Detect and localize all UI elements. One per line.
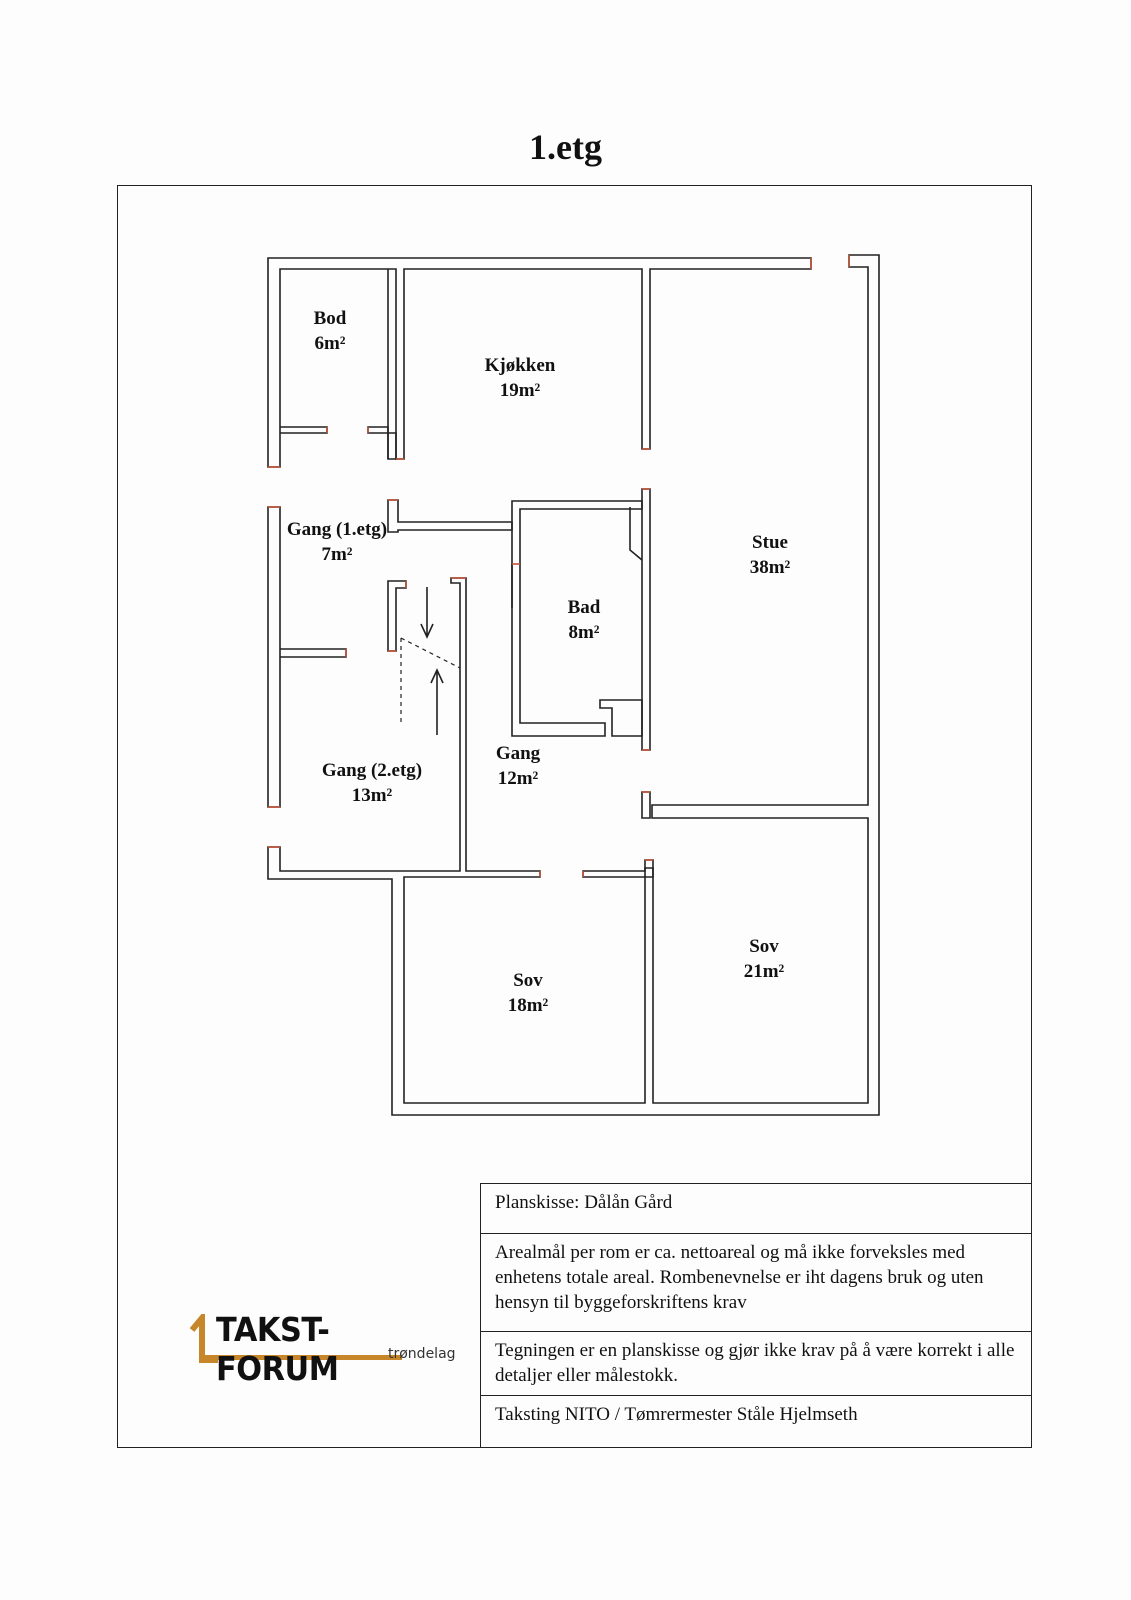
room-label-gang-1etg [274, 517, 400, 567]
wall-sov-divider [583, 860, 653, 877]
takst-forum-logo [188, 1310, 458, 1388]
drawing-note: Tegningen er en planskisse og gjør ikke krav på å være korrekt i alle detaljer eller målestokk. [481, 1332, 1032, 1396]
logo-sub: trøndelag [388, 1346, 456, 1362]
room-label-kjokken [460, 353, 580, 403]
wall-bad-shaft [630, 507, 642, 560]
wall-gang-mid [280, 649, 346, 657]
room-name: Gang (2.etg) [321, 760, 423, 781]
room-name: Gang [495, 743, 541, 764]
wall-bad-box [600, 700, 642, 736]
room-name: Gang (1.etg) [286, 519, 388, 540]
room-area: 18m² [507, 995, 549, 1016]
room-label-bod [290, 306, 370, 356]
room-label-bad [544, 595, 624, 645]
title-block [480, 1183, 1032, 1447]
plan-title: Planskisse: Dålån Gård [481, 1184, 1032, 1234]
stair-arrow-up [431, 670, 443, 735]
area-disclaimer: Arealmål per rom er ca. nettoareal og må ikke forveksles med enhetens totale areal. Rombenevnelse er iht dagens bruk og uten hensyn til byggeforskriftens krav [481, 1234, 1032, 1332]
stair-arrow-down [421, 587, 433, 637]
room-area: 12m² [497, 768, 539, 789]
room-name: Bad [567, 597, 601, 618]
room-area: 19m² [499, 380, 541, 401]
wall-stue-divider-lower [642, 792, 650, 818]
logo-name: TAKST-FORUM [216, 1310, 339, 1388]
author-credit: Taksting NITO / Tømrermester Ståle Hjelmseth [495, 1404, 858, 1425]
wall-bod-bottom-right [368, 427, 396, 459]
stair-line [401, 638, 460, 668]
wall-bod-bottom-left [280, 427, 327, 433]
room-name: Sov [749, 936, 779, 957]
room-area: 6m² [314, 333, 346, 354]
room-area: 21m² [743, 961, 785, 982]
room-label-sov-21 [724, 934, 804, 984]
room-name: Bod [313, 308, 347, 329]
floor-heading: 1.etg [529, 127, 602, 167]
room-area: 38m² [749, 557, 791, 578]
room-area: 13m² [351, 785, 393, 806]
room-name: Sov [513, 970, 543, 991]
room-label-stue [720, 530, 820, 580]
wall-gang1-top [388, 500, 512, 532]
room-area: 7m² [321, 544, 353, 565]
room-name: Stue [752, 532, 788, 553]
wall-stair-left [388, 581, 406, 651]
room-label-gang-2etg [302, 758, 442, 808]
room-label-sov-18 [488, 968, 568, 1018]
room-label-gang [478, 741, 558, 791]
room-name: Kjøkken [484, 355, 556, 376]
wall-stue-divider [642, 489, 650, 750]
room-area: 8m² [568, 622, 600, 643]
